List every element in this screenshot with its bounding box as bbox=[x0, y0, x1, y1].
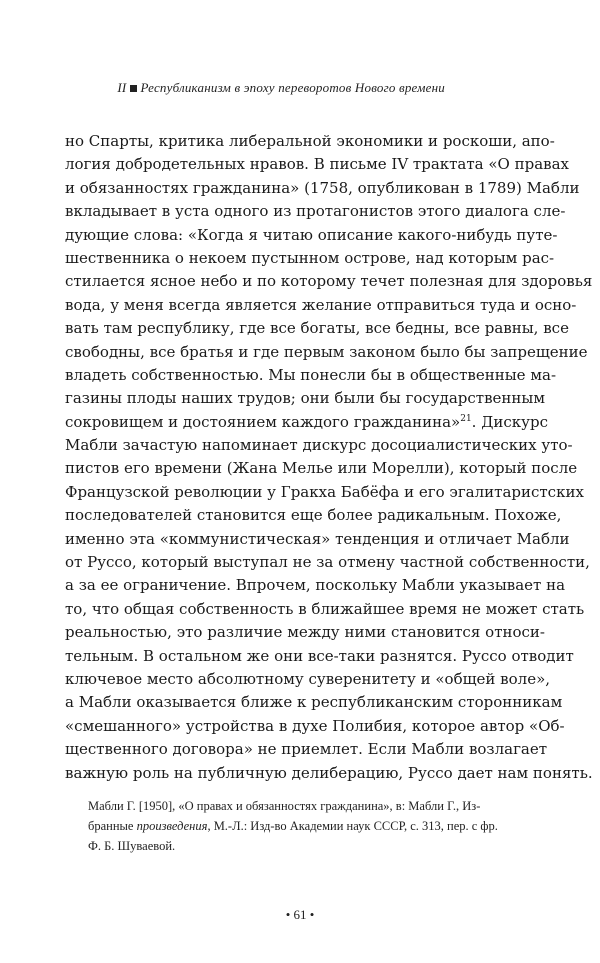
footnote-text: , М.-Л.: Изд-во Академии наук СССР, с. 313, пер. с фр. bbox=[207, 819, 498, 833]
text-line: вкладывает в уста одного из протагонистов этого диалога сле- bbox=[65, 202, 566, 221]
text-line: шественника о некоем пустынном острове, над которым рас- bbox=[65, 248, 555, 267]
text-line: а за ее ограничение. Впрочем, поскольку Мабли указывает на bbox=[65, 576, 566, 595]
page-number: • 61 • bbox=[285, 907, 315, 922]
footnote-line: Ф. Б. Шуваевой. bbox=[88, 839, 176, 853]
text-line: вода, у меня всегда является желание отправиться туда и осно- bbox=[65, 295, 577, 314]
footnote-italic: произведения bbox=[136, 819, 208, 833]
text-line: владеть собственностью. Мы понесли бы в общественные ма- bbox=[65, 365, 557, 384]
text-line-with-footnote bbox=[65, 411, 549, 434]
text-line: газины плоды наших трудов; они были бы государственным bbox=[65, 389, 545, 408]
square-bullet-icon bbox=[130, 85, 137, 92]
footnote-line bbox=[88, 816, 528, 836]
text-line: дующие слова: «Когда я читаю описание какого-нибудь путе- bbox=[65, 225, 558, 244]
text-line: то, что общая собственность в ближайшее время не может стать bbox=[65, 599, 585, 618]
text-line: тельным. В остальном же они все-таки разнятся. Руссо отводит bbox=[65, 646, 574, 665]
text-line: последователей становится еще более радикальным. Похоже, bbox=[65, 506, 562, 525]
running-header bbox=[110, 80, 445, 96]
text-line: логия добродетельных нравов. В письме IV трактата «О правах bbox=[65, 155, 570, 174]
text-line: вать там республику, где все богаты, все бедны, все равны, все bbox=[65, 319, 569, 338]
text-line-part: . Дискурс bbox=[471, 412, 549, 431]
text-line: свободны, все братья и где первым законом было бы запрещение bbox=[65, 342, 588, 361]
text-line: щественного договора» не приемлет. Если Мабли возлагает bbox=[65, 740, 548, 759]
footnote-text: бранные bbox=[88, 819, 137, 833]
text-line-part: сокровищем и достоянием каждого гражданина» bbox=[65, 412, 461, 431]
text-line: важную роль на публичную делиберацию, Руссо дает нам понять. bbox=[65, 763, 593, 782]
text-line: пистов его времени (Жана Мелье или Морелли), который после bbox=[65, 459, 578, 478]
body-text bbox=[65, 130, 593, 785]
text-line: стилается ясное небо и по которому течет полезная для здоровья bbox=[65, 272, 593, 291]
text-line: «смешанного» устройства в духе Полибия, которое автор «Об- bbox=[65, 716, 565, 735]
text-line: от Руссо, который выступал не за отмену частной собственности, bbox=[65, 553, 590, 572]
text-line: ключевое место абсолютному суверенитету и «общей воле», bbox=[65, 669, 551, 688]
text-line: и обязанностях гражданина» (1758, опубликован в 1789) Мабли bbox=[65, 178, 580, 197]
text-line: Мабли зачастую напоминает дискурс досоциалистических уто- bbox=[65, 436, 573, 455]
text-line: реальностью, это различие между ними становится относи- bbox=[65, 623, 545, 642]
footnote-line: Мабли Г. [1950], «О правах и обязанностях гражданина», в: Мабли Г., Из- bbox=[88, 799, 481, 813]
text-line: но Спарты, критика либеральной экономики и роскоши, апо- bbox=[65, 132, 555, 150]
text-line: а Мабли оказывается ближе к республиканским сторонникам bbox=[65, 693, 563, 712]
text-line: именно эта «коммунистическая» тенденция и отличает Мабли bbox=[65, 529, 570, 548]
footnote-ref[interactable]: 21 bbox=[460, 413, 472, 424]
chapter-number: II bbox=[117, 80, 127, 95]
footnote bbox=[88, 796, 528, 856]
chapter-title: Республиканизм в эпоху переворотов Нового времени bbox=[140, 80, 445, 95]
text-line: Французской революции у Гракха Бабёфа и его эгалитаристских bbox=[65, 482, 584, 501]
